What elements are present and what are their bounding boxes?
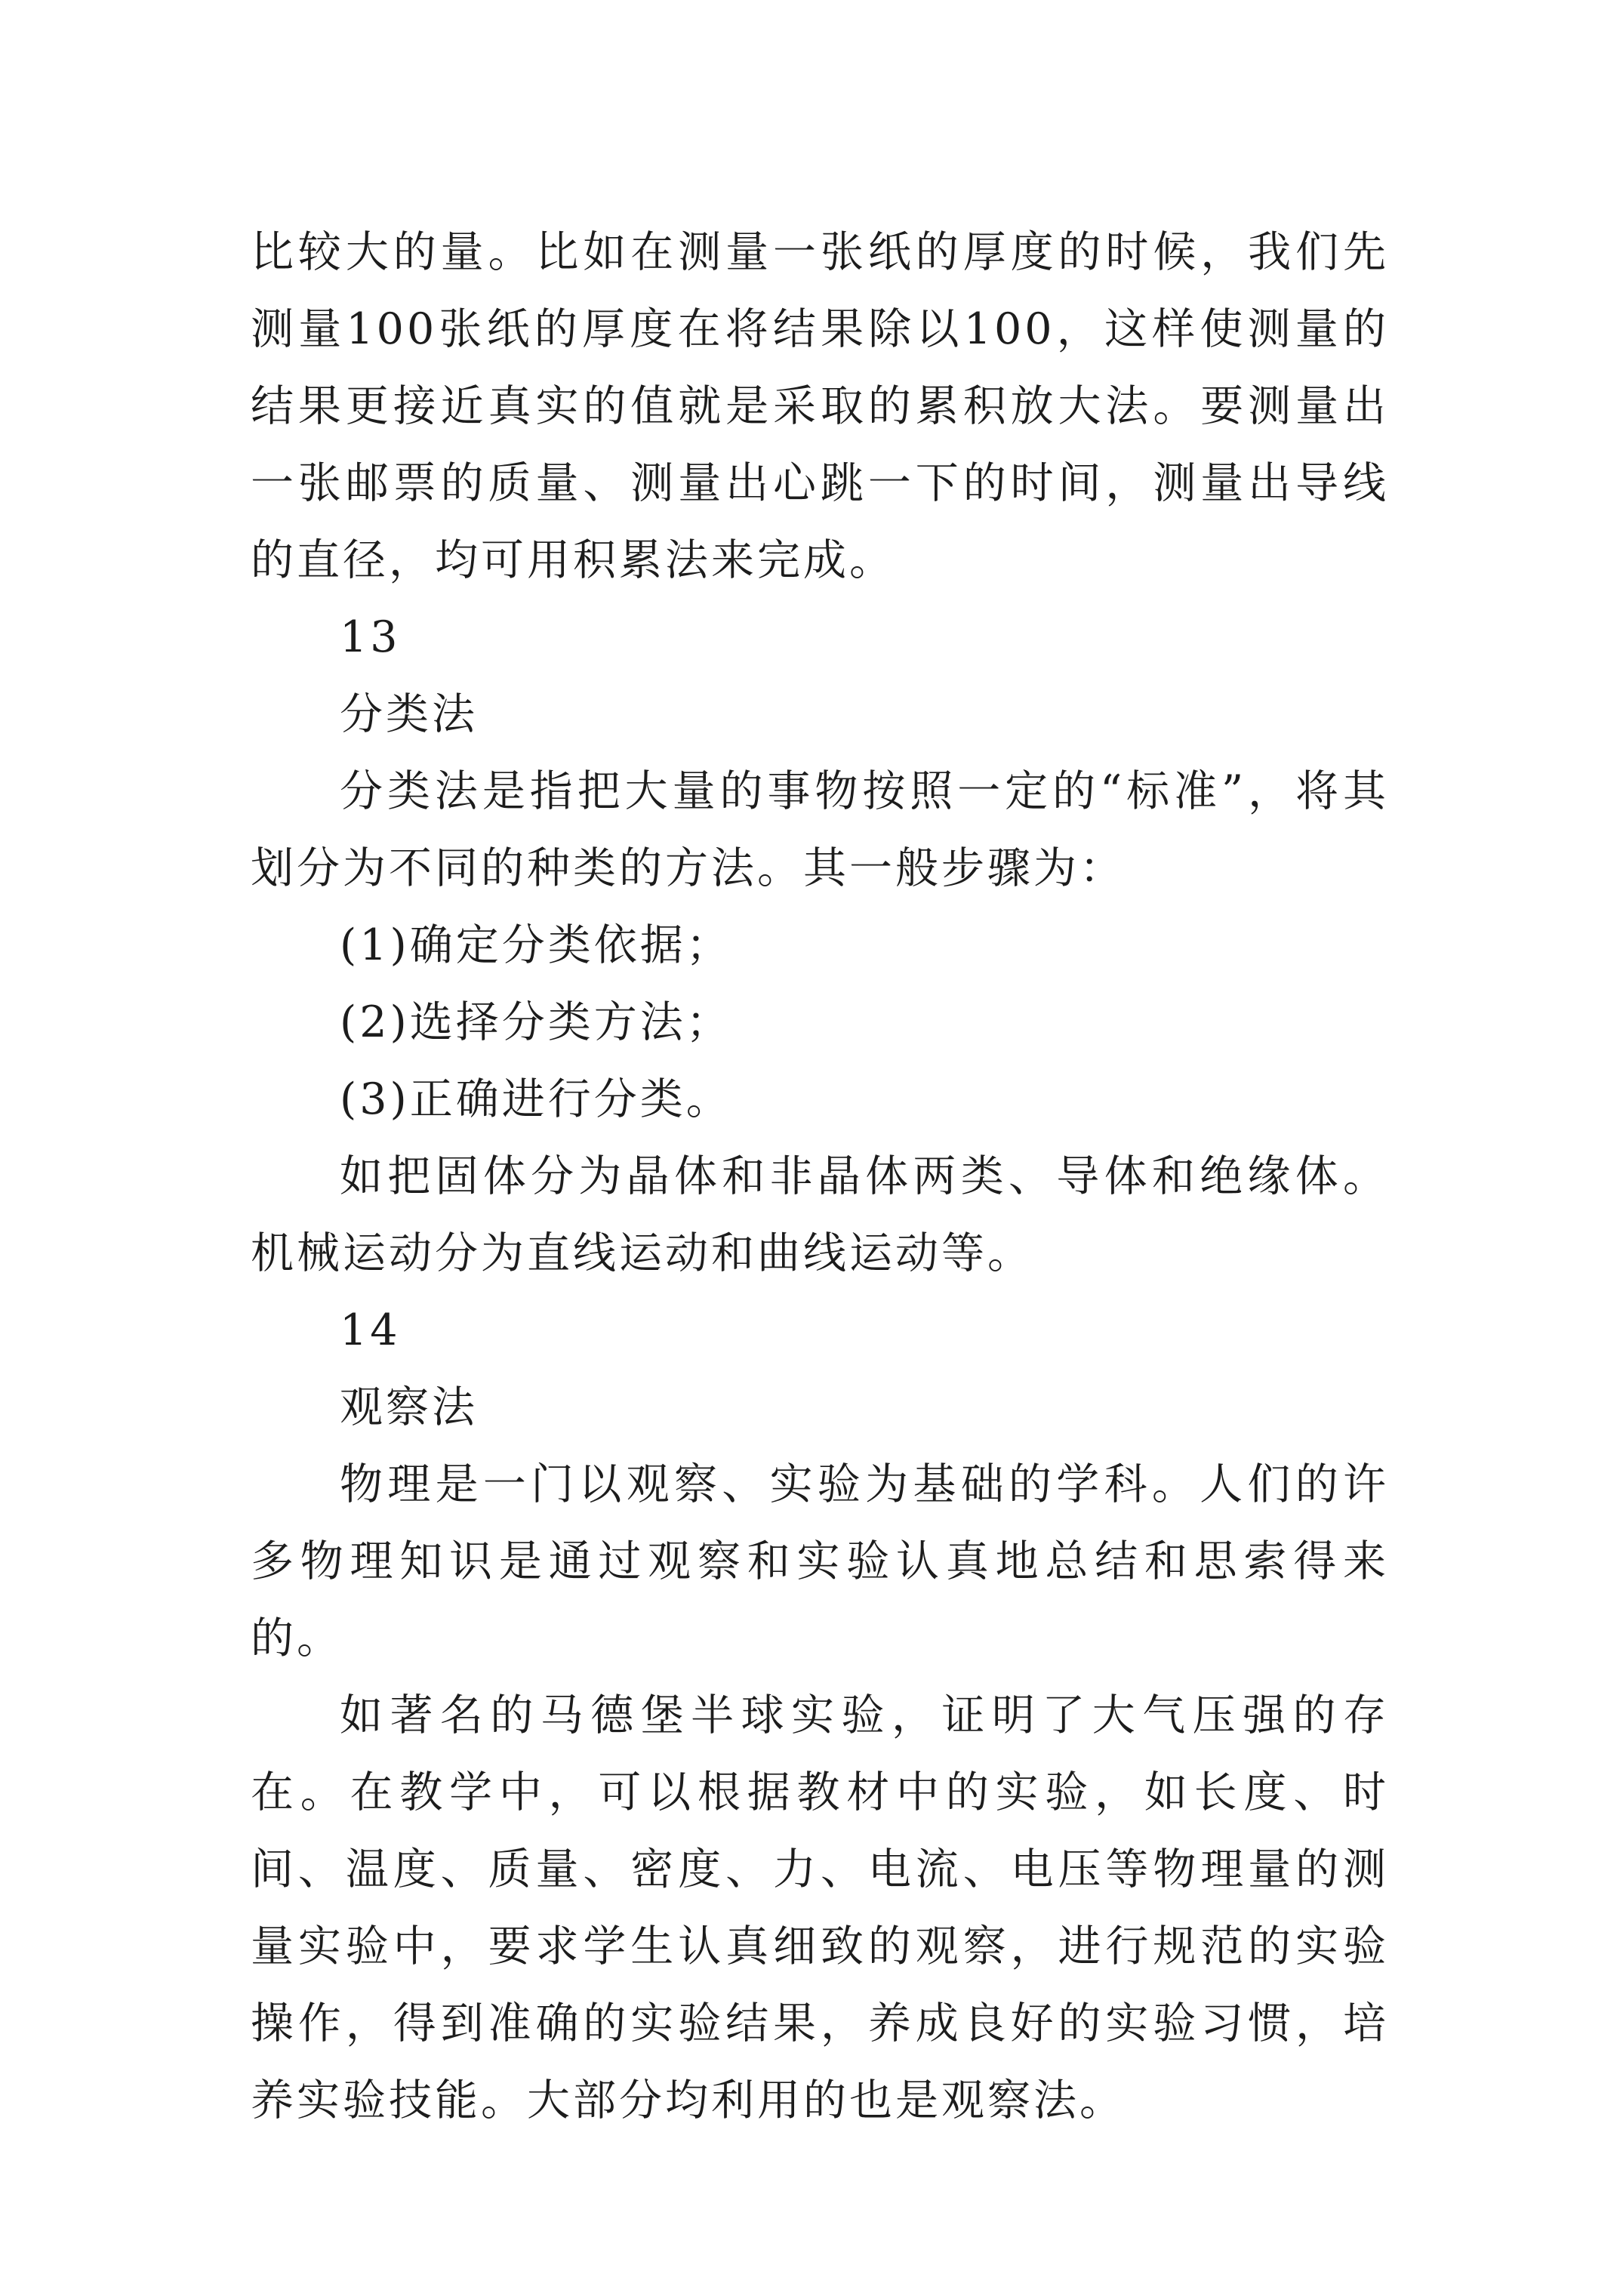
paragraph-accumulation-method: 比较大的量。比如在测量一张纸的厚度的时候，我们先测量100张纸的厚度在将结果除以100，这样使测量的结果更接近真实的值就是采取的累积放大法。要测量出一张邮票的质量、测量出心跳一下的时间，测量出导线的直径，均可用积累法来完成。 bbox=[251, 227, 1389, 585]
list-item-step-1: (1)确定分类依据； bbox=[340, 920, 732, 970]
section-title-observation: 观察法 bbox=[340, 1382, 478, 1432]
section-number-14: 14 bbox=[340, 1305, 401, 1355]
paragraph-classification-example: 如把固体分为晶体和非晶体两类、导体和绝缘体。机械运动分为直线运动和曲线运动等。 bbox=[251, 1151, 1389, 1278]
paragraph-observation-definition: 物理是一门以观察、实验为基础的学科。人们的许多物理知识是通过观察和实验认真地总结和思索得来的。 bbox=[251, 1459, 1389, 1663]
list-item-step-2: (2)选择分类方法； bbox=[340, 997, 732, 1047]
document-body bbox=[251, 214, 1389, 2139]
paragraph-observation-example: 如著名的马德堡半球实验，证明了大气压强的存在。在教学中，可以根据教材中的实验，如长度、时间、温度、质量、密度、力、电流、电压等物理量的测量实验中，要求学生认真细致的观察，进行规范的实验操作，得到准确的实验结果，养成良好的实验习惯，培养实验技能。大部分均利用的也是观察法。 bbox=[251, 1690, 1389, 2125]
section-number-13: 13 bbox=[340, 612, 401, 662]
paragraph-classification-definition: 分类法是指把大量的事物按照一定的“标准”，将其划分为不同的种类的方法。其一般步骤为： bbox=[251, 766, 1389, 893]
list-item-step-3: (3)正确进行分类。 bbox=[340, 1074, 732, 1124]
section-title-classification: 分类法 bbox=[340, 689, 478, 739]
